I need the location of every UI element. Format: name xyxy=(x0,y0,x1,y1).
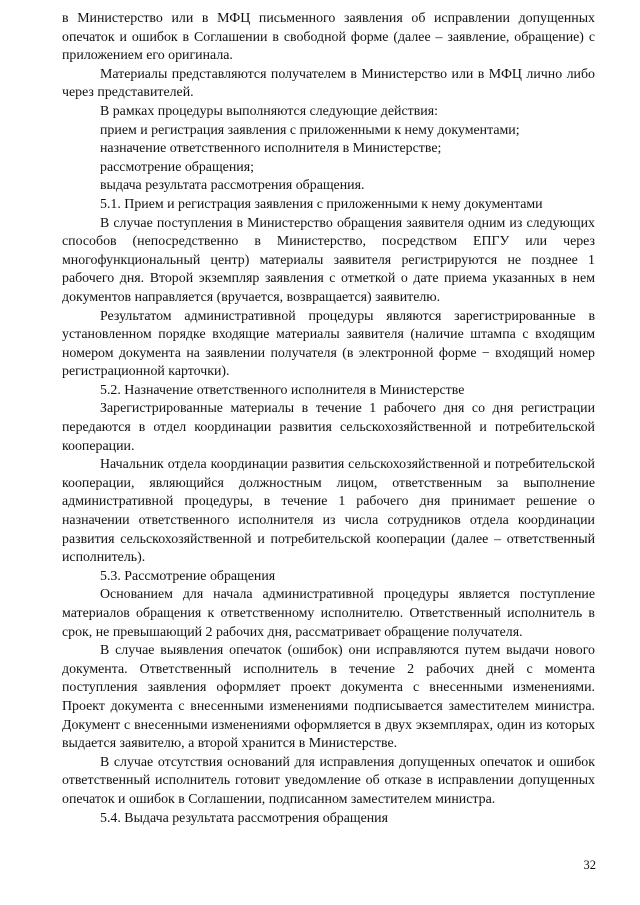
section-heading-5-1: 5.1. Прием и регистрация заявления с приложенными к нему документами xyxy=(100,196,543,212)
paragraph-registration-result: Результатом административной процедуры являются зарегистрированные в установленном порядке входящие материалы заявителя (наличие штампа с входящим номером документа на заявлении получателя (в электронной форме − входящий номер регистрационной карточки). xyxy=(62,308,595,380)
paragraph-transfer: Зарегистрированные материалы в течение 1 рабочего дня со дня регистрации передаются в отдел координации развития сельскохозяйственной и потребительской кооперации. xyxy=(62,401,595,454)
section-heading-5-3: 5.3. Рассмотрение обращения xyxy=(100,568,276,584)
list-item-action-3: рассмотрение обращения; xyxy=(100,159,254,175)
list-item-action-1: прием и регистрация заявления с приложенными к нему документами; xyxy=(100,122,520,138)
page-number: 32 xyxy=(583,858,596,872)
paragraph-review-basis: Основанием для начала административной процедуры является поступление материалов обращения к ответственному исполнителю. Ответственный исполнитель в срок, не превышающий 2 рабочих дня, рассматривает обращение получателя. xyxy=(62,587,595,640)
section-heading-5-4: 5.4. Выдача результата рассмотрения обращения xyxy=(100,810,388,826)
list-item-action-4: выдача результата рассмотрения обращения. xyxy=(100,178,365,194)
paragraph-error-correction: В случае выявления опечаток (ошибок) они исправляются путем выдачи нового документа. Ответственный исполнитель в течение 2 рабочих дней с момента поступления заявления оформляет проект документа с внесенными изменениями. Проект документа с внесенными изменениями подписывается заместителем министра. Документ с внесенными изменениями оформляется в двух экземплярах, один из которых выдается заявителю, а второй хранится в Министерстве. xyxy=(62,643,595,752)
paragraph-registration: В случае поступления в Министерство обращения заявителя одним из следующих способов (непосредственно в Министерство, посредством ЕПГУ или через многофункциональный центр) материалы заявителя регистрируются не позднее 1 рабочего дня. Второй экземпляр заявления с отметкой о дате приема указанных в нем документов направляется (вручается, возвращается) заявителю. xyxy=(62,215,595,305)
section-heading-5-2: 5.2. Назначение ответственного исполнителя в Министерстве xyxy=(100,382,465,398)
list-item-action-2: назначение ответственного исполнителя в Министерстве; xyxy=(100,141,442,157)
paragraph-actions-intro: В рамках процедуры выполняются следующие действия: xyxy=(100,103,438,119)
paragraph-continuation: в Министерство или в МФЦ письменного заявления об исправлении допущенных опечаток и ошибок в Соглашении в свободной форме (далее – заявление, обращение) с приложением его оригинала. xyxy=(62,11,595,64)
paragraph-materials: Материалы представляются получателем в Министерство или в МФЦ лично либо через представителей. xyxy=(62,66,595,101)
paragraph-refusal: В случае отсутствия оснований для исправления допущенных опечаток и ошибок ответственный исполнитель готовит уведомление об отказе в исправлении допущенных опечаток и ошибок в Соглашении, подписанном заместителем министра. xyxy=(62,754,595,807)
document-page xyxy=(62,10,595,828)
paragraph-head-decision: Начальник отдела координации развития сельскохозяйственной и потребительской кооперации, являющийся должностным лицом, ответственным за выполнение административной процедуры, в течение 1 рабочего дня принимает решение о назначении ответственного исполнителя из числа сотрудников отдела координации развития сельскохозяйственной и потребительской кооперации (далее – ответственный исполнитель). xyxy=(62,457,595,566)
